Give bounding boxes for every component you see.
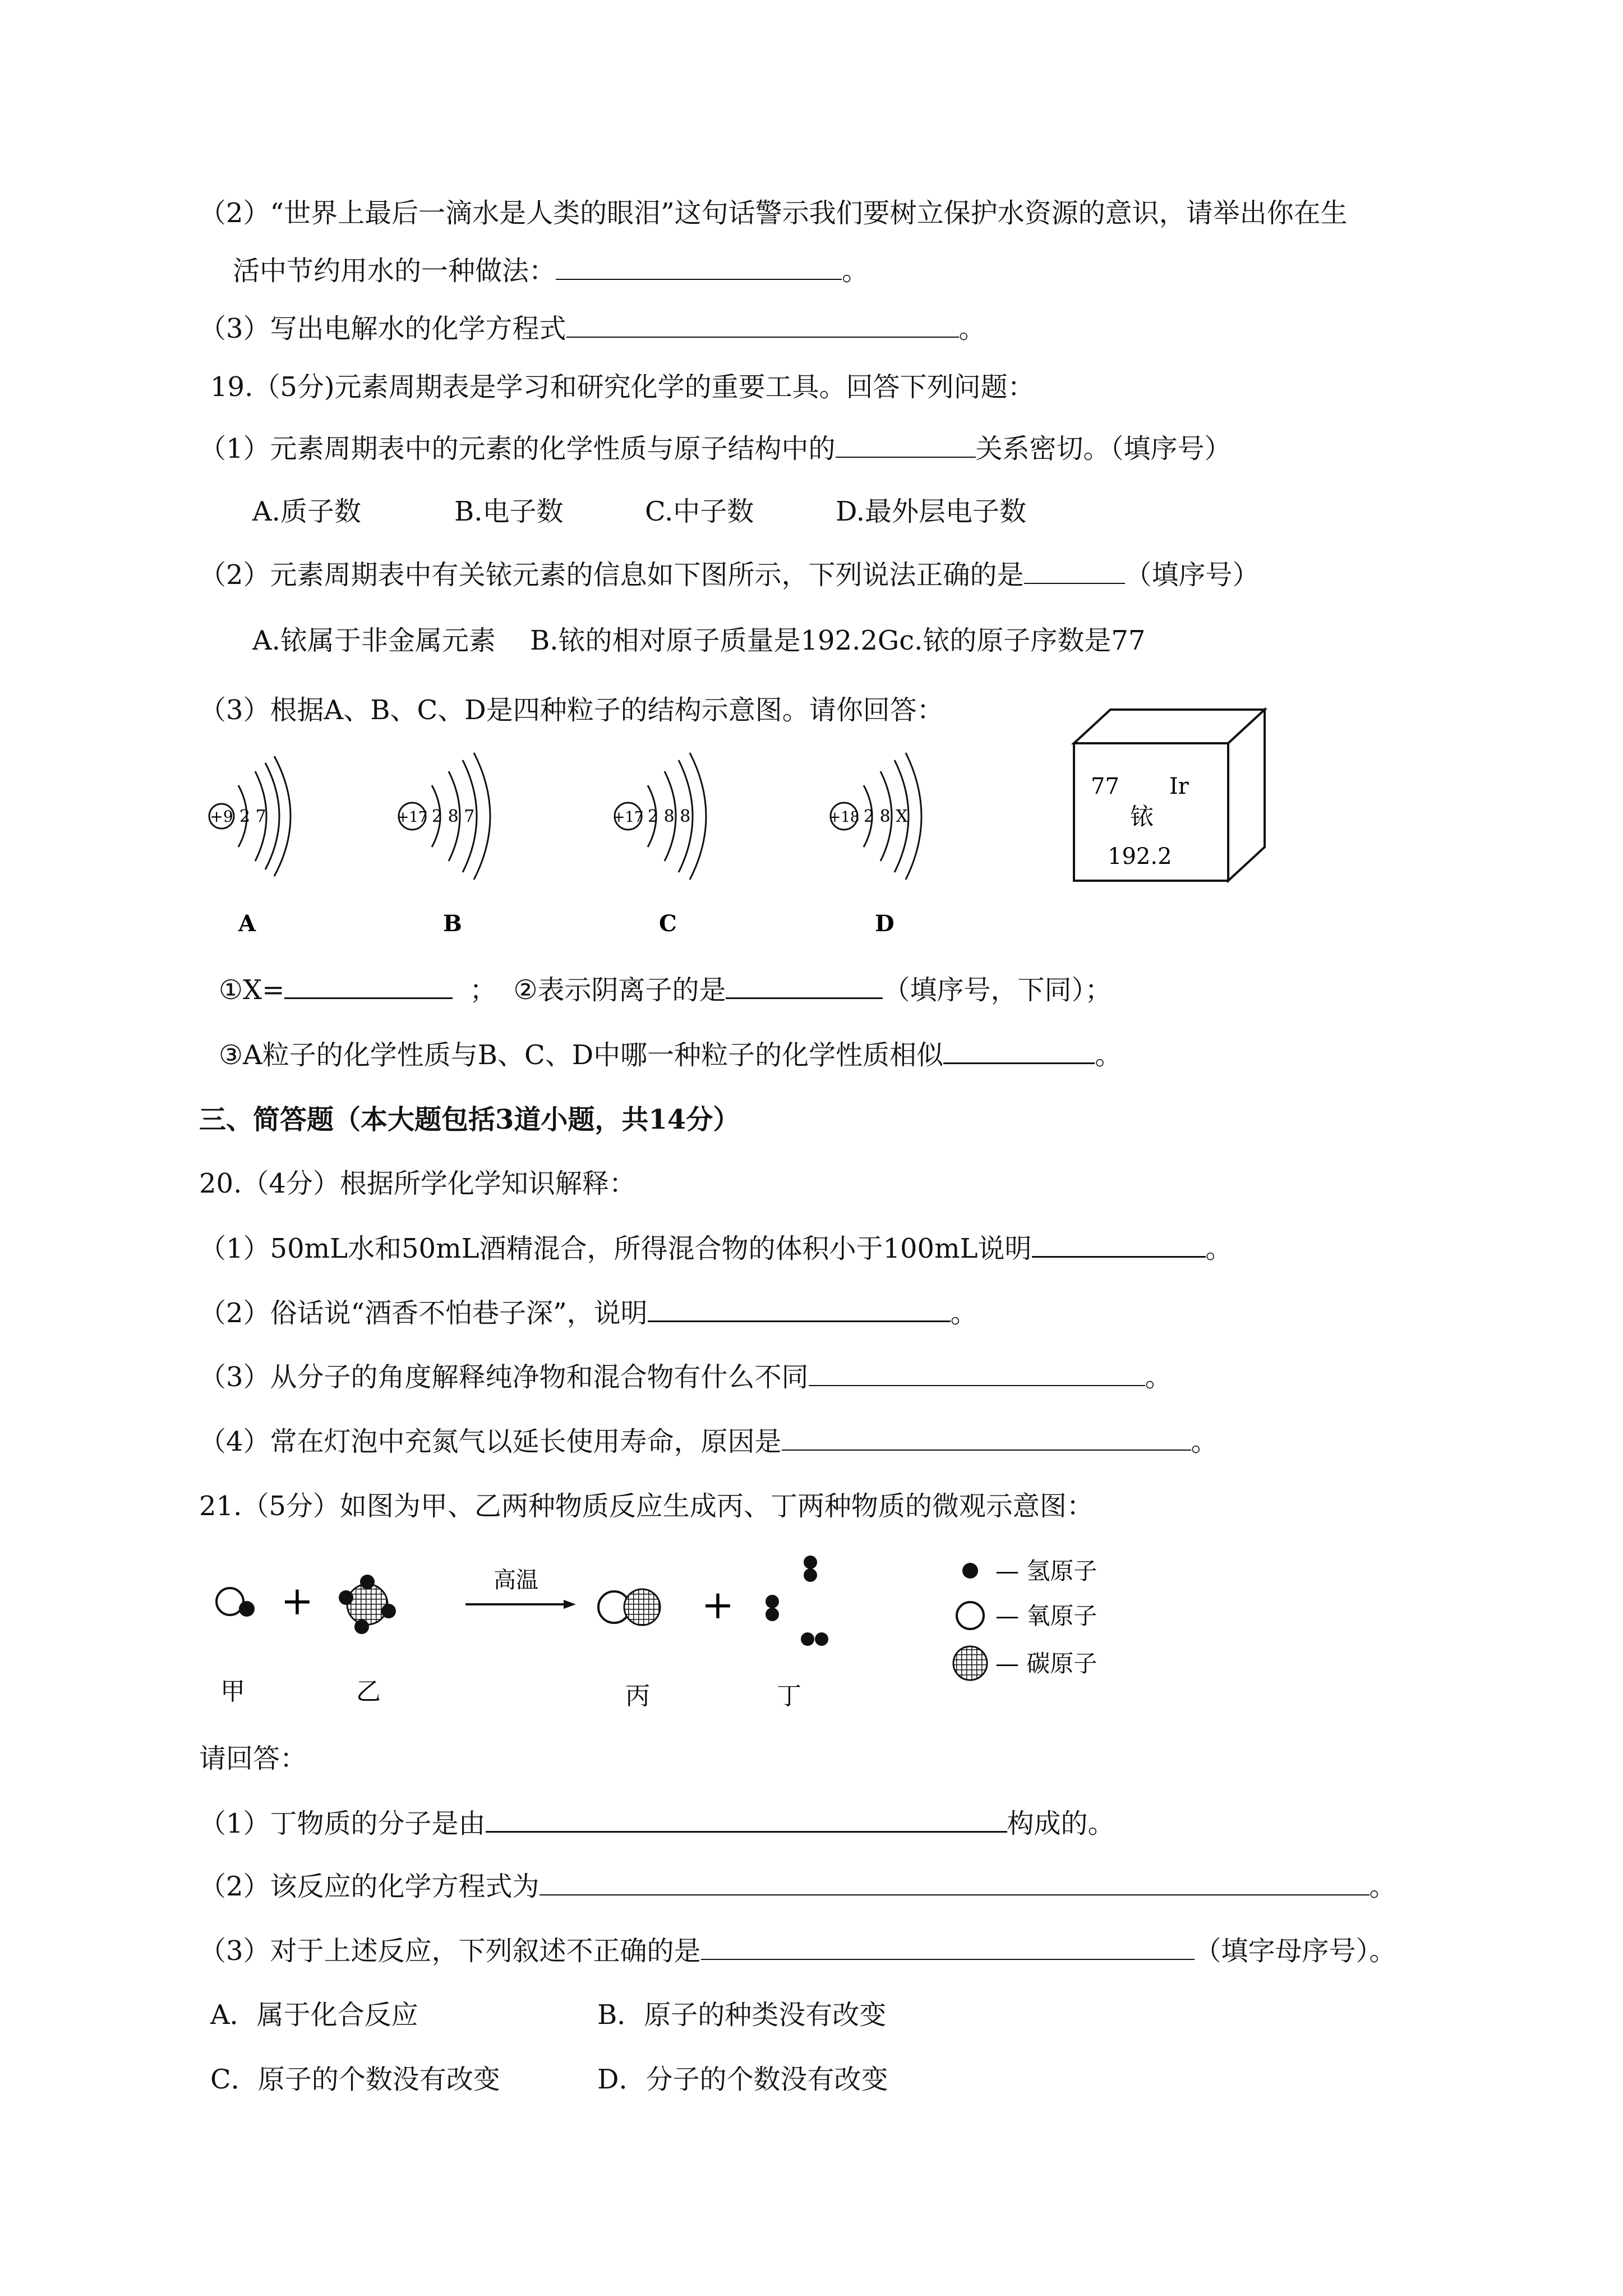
product-ding-molecules bbox=[766, 1556, 828, 1646]
q21-options-row2 bbox=[210, 2063, 888, 2096]
carbon-atom-icon bbox=[953, 1646, 987, 1680]
q18-part2-line2: 活中节约用水的一种做法： 。 bbox=[233, 255, 869, 287]
svg-text:+9: +9 bbox=[210, 807, 233, 826]
particle-b bbox=[397, 753, 490, 937]
svg-text:— 氢原子: — 氢原子 bbox=[995, 1557, 1098, 1585]
svg-text:甲: 甲 bbox=[220, 1677, 245, 1706]
svg-text:— 氧原子: — 氧原子 bbox=[995, 1602, 1098, 1630]
reactant-jia-molecule bbox=[216, 1588, 255, 1617]
q19-sub3: ③A粒子的化学性质与B、C、D中哪一种粒子的化学性质相似 。 bbox=[219, 1038, 1122, 1072]
q19-part3: （3）根据A、B、C、D是四种粒子的结构示意图。请你回答： bbox=[199, 694, 944, 726]
svg-text:+17: +17 bbox=[396, 809, 428, 826]
svg-text:C: C bbox=[659, 910, 677, 937]
q19-part1: （1）元素周期表中的元素的化学性质与原子结构中的 关系密切。（填序号） bbox=[199, 433, 1232, 464]
reaction-micro-diagram bbox=[199, 1548, 1152, 1711]
atomic-mass: 192.2 bbox=[1108, 844, 1172, 869]
answer-blank[interactable] bbox=[943, 1038, 1095, 1064]
option-a: A．属于化合反应 bbox=[210, 1999, 418, 2031]
answer-blank[interactable] bbox=[648, 1296, 951, 1322]
option-b: B.电子数 bbox=[454, 496, 564, 527]
q19-stem: 19.（5分)元素周期表是学习和研究化学的重要工具。回答下列问题： bbox=[210, 371, 1035, 403]
particle-structure-diagrams bbox=[199, 740, 939, 954]
particle-a bbox=[209, 756, 291, 937]
q19-part2: （2）元素周期表中有关铱元素的信息如下图所示，下列说法正确的是 （填序号） bbox=[199, 559, 1260, 591]
answer-blank[interactable] bbox=[701, 1934, 1195, 1960]
q20-part1: （1）50mL水和50mL酒精混合，所得混合物的体积小于100mL说明 。 bbox=[199, 1231, 1233, 1266]
q19-part1-options bbox=[252, 495, 1026, 528]
q19-sub1: ①X= ； ②表示阴离子的是 （填序号，下同）； bbox=[219, 973, 1112, 1007]
answer-blank[interactable] bbox=[284, 973, 453, 999]
atomic-number: 77 bbox=[1091, 774, 1119, 799]
answer-blank[interactable] bbox=[556, 254, 842, 280]
q21-options-row1 bbox=[210, 1998, 886, 2032]
svg-text:丙: 丙 bbox=[625, 1682, 650, 1710]
q21-part2: （2）该反应的化学方程式为 。 bbox=[199, 1871, 1396, 1902]
particle-c bbox=[613, 753, 706, 937]
answer-blank[interactable] bbox=[486, 1806, 1007, 1833]
svg-text:+: + bbox=[280, 1578, 314, 1624]
answer-blank[interactable] bbox=[540, 1870, 1370, 1895]
element-symbol: Ir bbox=[1169, 774, 1189, 799]
q20-part3: （3）从分子的角度解释纯净物和混合物有什么不同 。 bbox=[199, 1361, 1172, 1393]
svg-text:+: + bbox=[701, 1582, 735, 1628]
q21-part1: （1）丁物质的分子是由 构成的。 bbox=[199, 1806, 1115, 1841]
svg-text:2 8 7: 2 8 7 bbox=[432, 807, 475, 826]
q21-please-answer: 请回答： bbox=[199, 1743, 307, 1774]
svg-text:2 8 X: 2 8 X bbox=[864, 807, 908, 826]
legend bbox=[953, 1557, 1097, 1680]
reactant-yi-molecule bbox=[339, 1575, 396, 1634]
option-d: D．分子的个数没有改变 bbox=[597, 2064, 888, 2095]
reaction-condition: 高温 bbox=[494, 1567, 538, 1593]
option-b: B．原子的种类没有改变 bbox=[597, 1999, 887, 2031]
svg-text:D: D bbox=[875, 910, 895, 937]
answer-blank[interactable] bbox=[1024, 558, 1125, 584]
q20-part2: （2）俗话说“酒香不怕巷子深”，说明 。 bbox=[199, 1296, 978, 1330]
answer-blank[interactable] bbox=[782, 1425, 1191, 1451]
option-c: C．原子的个数没有改变 bbox=[210, 2064, 500, 2095]
svg-text:2 7: 2 7 bbox=[239, 807, 266, 826]
oxygen-atom-icon bbox=[957, 1602, 984, 1629]
q19-part2-options: A.铱属于非金属元素 B.铱的相对原子质量是192.2Gc.铱的原子序数是77 bbox=[252, 625, 1146, 656]
svg-text:+17: +17 bbox=[612, 809, 644, 826]
option-c: C.中子数 bbox=[645, 496, 754, 527]
answer-blank[interactable] bbox=[836, 432, 976, 458]
svg-text:A: A bbox=[238, 910, 256, 937]
section-heading: 三、简答题（本大题包括3道小题，共14分） bbox=[199, 1104, 740, 1135]
option-d: D.最外层电子数 bbox=[836, 496, 1027, 527]
q21-part3: （3）对于上述反应，下列叙述不正确的是 （填字母序号）。 bbox=[199, 1935, 1396, 1967]
particle-d bbox=[829, 753, 921, 937]
answer-blank[interactable] bbox=[566, 312, 959, 338]
iridium-element-card bbox=[1071, 704, 1273, 889]
hydrogen-atom-icon bbox=[962, 1563, 978, 1579]
svg-text:B: B bbox=[443, 910, 462, 937]
element-name: 铱 bbox=[1130, 803, 1154, 830]
option-a: A.质子数 bbox=[252, 496, 361, 527]
product-bing-molecule bbox=[598, 1589, 660, 1625]
answer-blank[interactable] bbox=[809, 1360, 1145, 1386]
svg-text:— 碳原子: — 碳原子 bbox=[995, 1650, 1098, 1677]
svg-text:丁: 丁 bbox=[777, 1682, 801, 1710]
answer-blank[interactable] bbox=[726, 973, 883, 999]
q20-part4: （4）常在灯泡中充氮气以延长使用寿命，原因是 。 bbox=[199, 1426, 1218, 1457]
svg-text:+18: +18 bbox=[828, 809, 860, 826]
svg-text:2 8 8: 2 8 8 bbox=[648, 807, 691, 826]
q21-stem: 21.（5分）如图为甲、乙两种物质反应生成丙、丁两种物质的微观示意图： bbox=[199, 1490, 1094, 1522]
svg-text:乙: 乙 bbox=[356, 1677, 381, 1706]
q18-part2-line1: （2）“世界上最后一滴水是人类的眼泪”这句话警示我们要树立保护水资源的意识，请举出你在生 bbox=[199, 197, 1348, 229]
answer-blank[interactable] bbox=[1032, 1231, 1206, 1258]
q20-stem: 20.（4分）根据所学化学知识解释： bbox=[199, 1168, 636, 1199]
q18-part3: （3）写出电解水的化学方程式 。 bbox=[199, 313, 986, 344]
